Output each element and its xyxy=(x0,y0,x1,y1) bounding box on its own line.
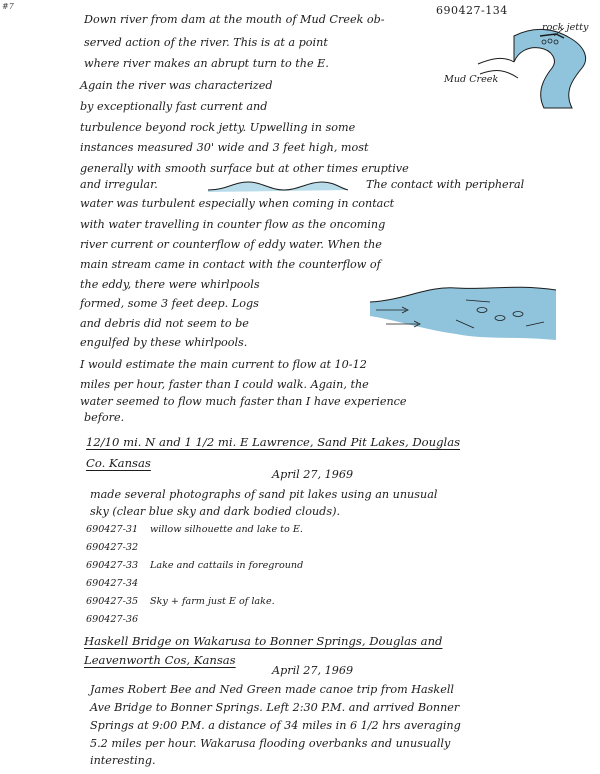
text-line: engulfed by these whirlpools. xyxy=(80,336,248,349)
sketch-label-mud-creek: Mud Creek xyxy=(444,74,499,85)
photo-id: 690427-31 xyxy=(86,524,139,535)
text-line: I would estimate the main current to flow at 10-12 xyxy=(80,358,367,371)
text-line: Again the river was characterized xyxy=(80,79,273,92)
text-line: The contact with peripheral xyxy=(366,178,525,191)
text-line: by exceptionally fast current and xyxy=(80,100,268,113)
page-id: 690427-134 xyxy=(436,4,508,17)
text-line: generally with smooth surface but at other times eruptive xyxy=(80,162,409,175)
photo-id: 690427-33 xyxy=(86,560,139,571)
corner-mark: #7 xyxy=(2,2,14,11)
text-line: where river makes an abrupt turn to the E. xyxy=(84,57,329,70)
text-line: with water travelling in counter flow as the oncoming xyxy=(80,218,386,231)
location2-text: 5.2 miles per hour. Wakarusa flooding overbanks and unusually xyxy=(90,737,451,750)
location2-date: April 27, 1969 xyxy=(272,664,354,677)
text-line: instances measured 30' wide and 3 feet high, most xyxy=(80,141,369,154)
whirlpool-sketch xyxy=(366,280,560,344)
photo-desc: willow silhouette and lake to E. xyxy=(150,524,303,535)
location1-date: April 27, 1969 xyxy=(272,468,354,481)
photo-id: 690427-36 xyxy=(86,614,139,625)
text-line: the eddy, there were whirlpools xyxy=(80,278,260,291)
photo-id: 690427-32 xyxy=(86,542,139,553)
text-line: water seemed to flow much faster than I have experience xyxy=(80,395,407,408)
text-line: before. xyxy=(84,411,125,424)
photo-desc: Sky + farm just E of lake. xyxy=(150,596,275,607)
location1-title: 12/10 mi. N and 1 1/2 mi. E Lawrence, Sand Pit Lakes, Douglas xyxy=(86,435,461,449)
photo-id: 690427-34 xyxy=(86,578,139,589)
text-line: miles per hour, faster than I could walk. Again, the xyxy=(80,378,369,391)
photo-id: 690427-35 xyxy=(86,596,139,607)
text-line: and debris did not seem to be xyxy=(80,317,249,330)
location2-title-cont: Leavenworth Cos, Kansas xyxy=(84,653,236,667)
text-line: served action of the river. This is at a point xyxy=(84,36,328,49)
location2-text: interesting. xyxy=(90,754,156,767)
location1-description: made several photographs of sand pit lakes using an unusual xyxy=(90,488,438,501)
text-line: water was turbulent especially when coming in contact xyxy=(80,197,395,210)
photo-desc: Lake and cattails in foreground xyxy=(150,560,304,571)
upwelling-sketch xyxy=(206,178,350,194)
location2-text: Springs at 9:00 P.M. a distance of 34 miles in 6 1/2 hrs averaging xyxy=(90,719,461,732)
text-line: Down river from dam at the mouth of Mud Creek ob- xyxy=(84,13,385,26)
text-line: river current or counterflow of eddy water. When the xyxy=(80,238,382,251)
location2-text: Ave Bridge to Bonner Springs. Left 2:30 P.M. and arrived Bonner xyxy=(90,701,460,714)
text-line: formed, some 3 feet deep. Logs xyxy=(80,297,259,310)
sketch-label-rock-jetty: rock jetty xyxy=(542,22,589,33)
location2-title: Haskell Bridge on Wakarusa to Bonner Springs, Douglas and xyxy=(84,634,443,648)
text-line: turbulence beyond rock jetty. Upwelling in some xyxy=(80,121,356,134)
text-line: and irregular. xyxy=(80,178,158,191)
text-line: main stream came in contact with the counterflow of xyxy=(80,258,381,271)
location1-title-cont: Co. Kansas xyxy=(86,456,151,470)
location2-text: James Robert Bee and Ned Green made canoe trip from Haskell xyxy=(90,683,454,696)
location1-description: sky (clear blue sky and dark bodied clouds). xyxy=(90,505,341,518)
